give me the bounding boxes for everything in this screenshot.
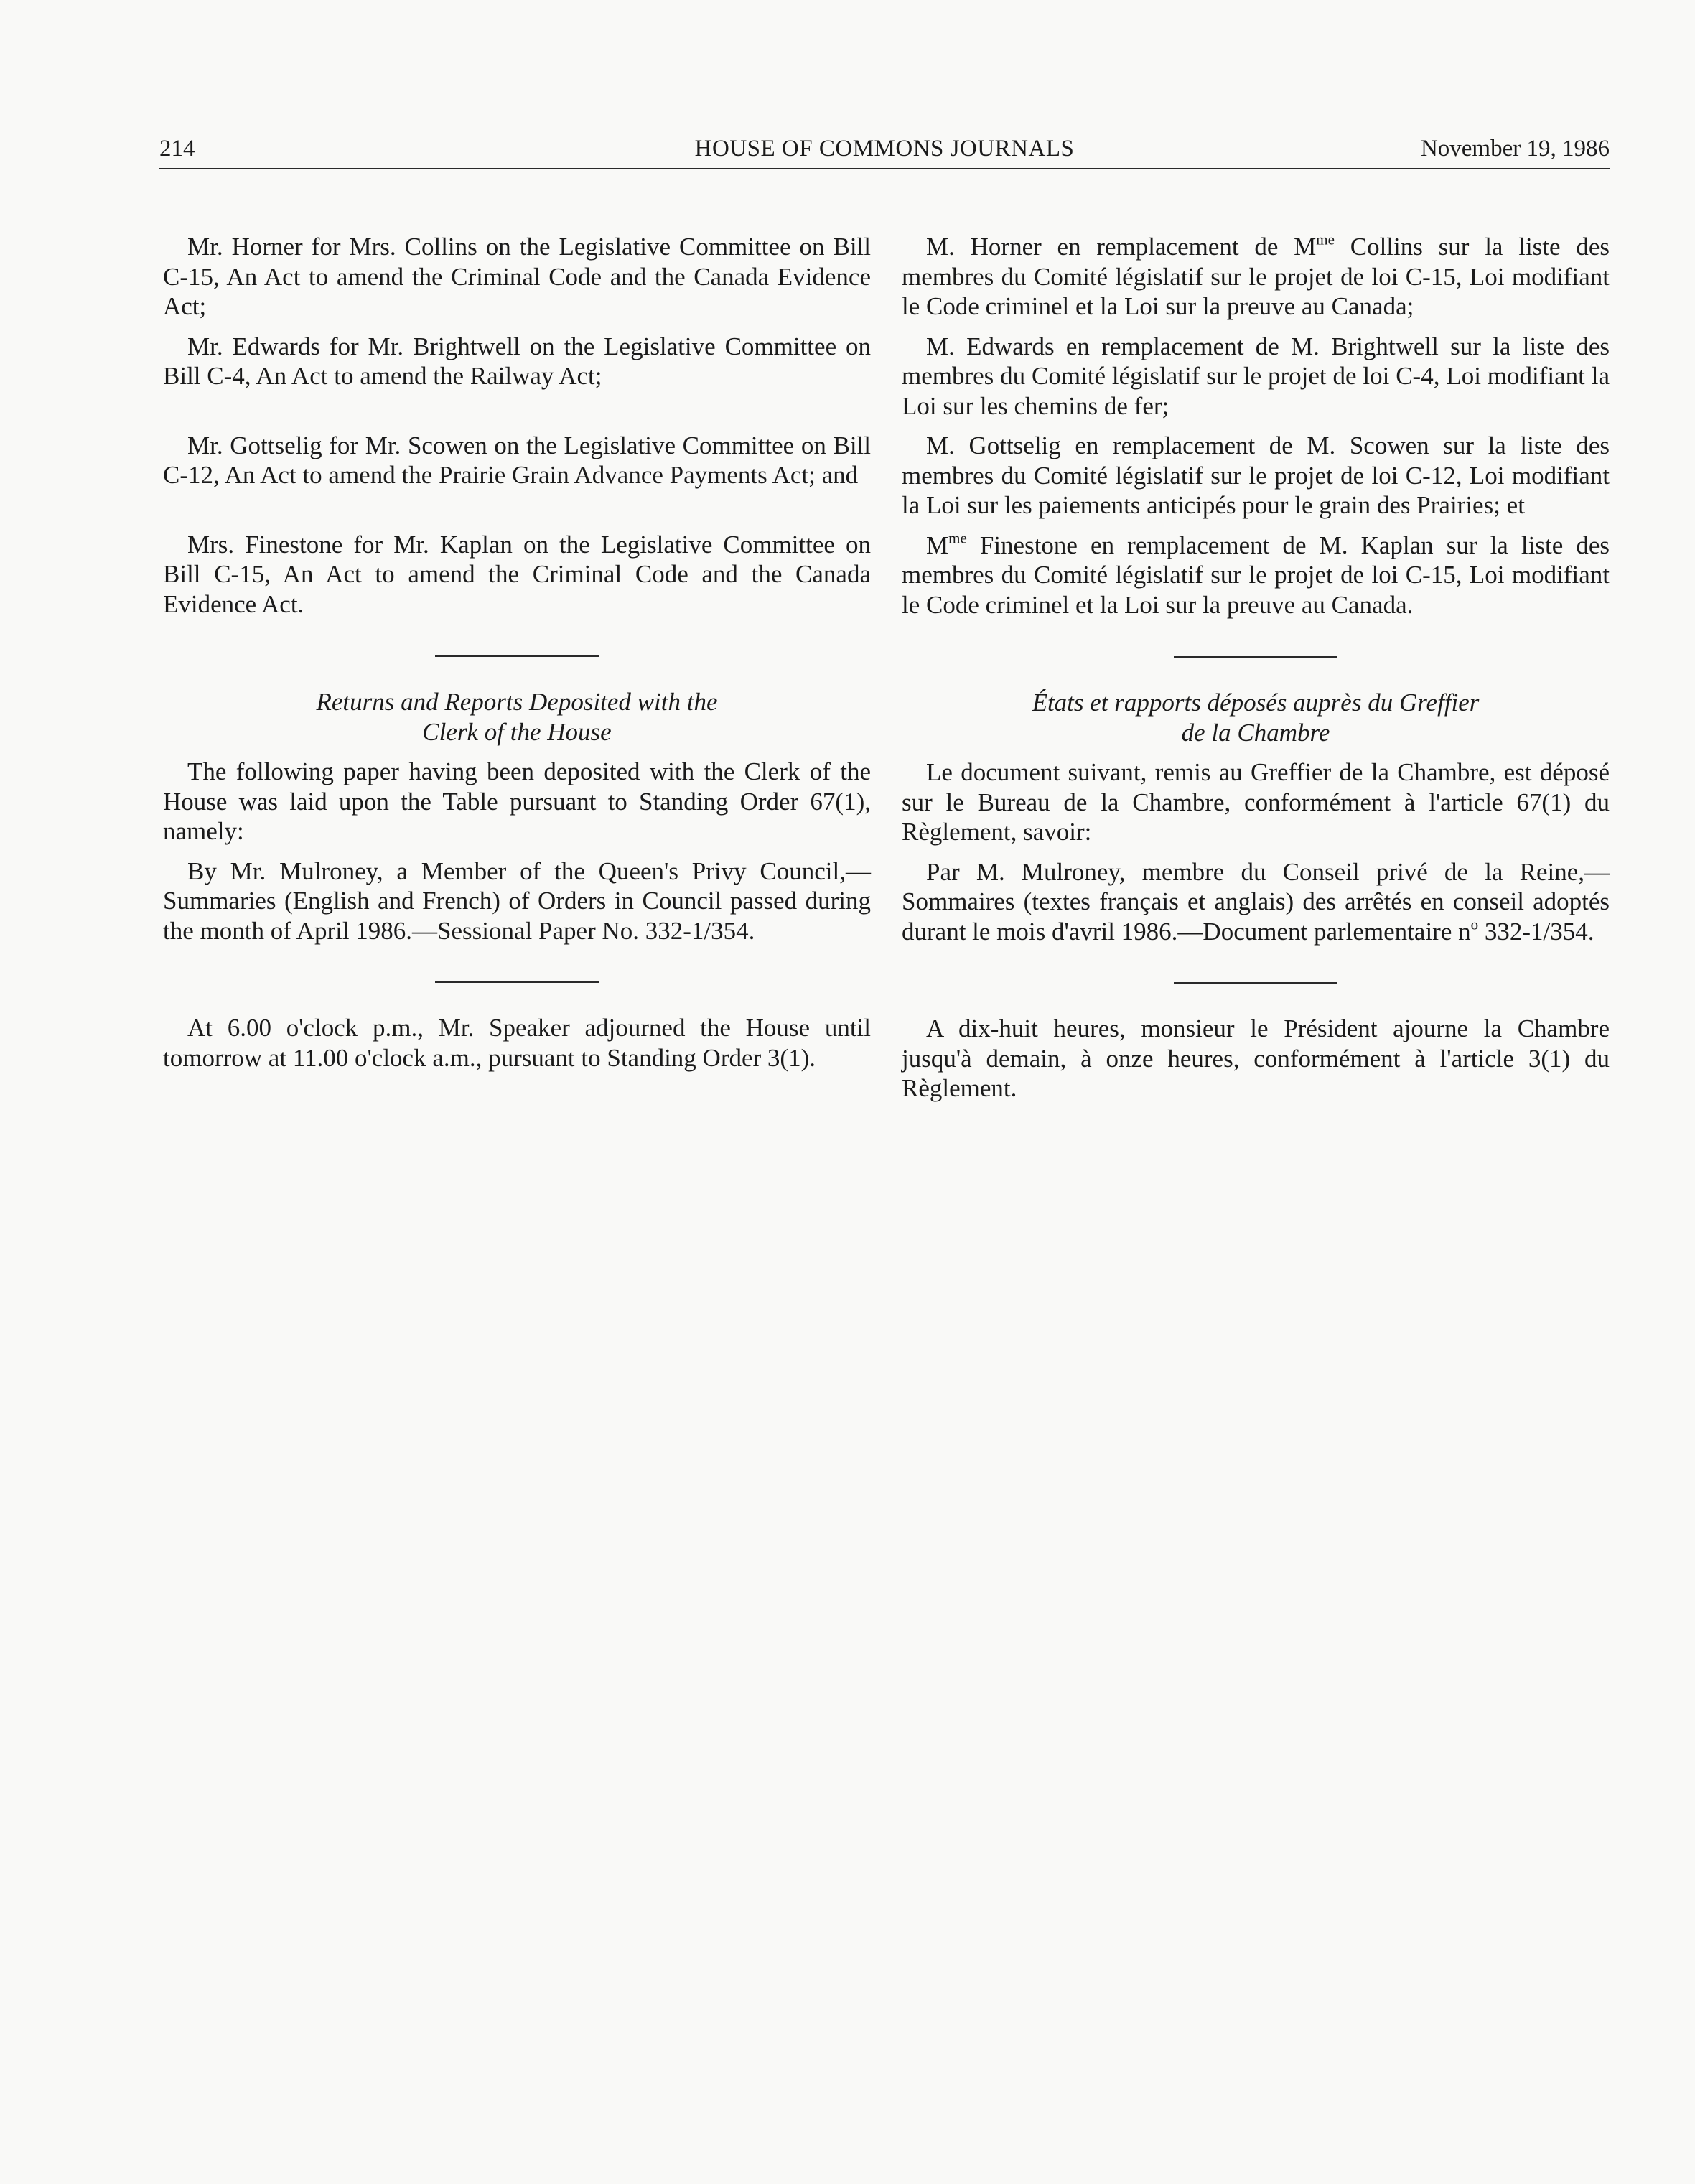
substitution-gottselig-fr: M. Gottselig en remplacement de M. Scowen sur la liste des membres du Comité législatif sur le projet de loi C-12, Loi modifiant la Loi sur les paiements anticipés pour le grain des Prairies; et <box>902 431 1610 519</box>
deposit-intro: The following paper having been deposited with the Clerk of the House was laid upon the Table pursuant to Standing Order 67(1), namely: <box>163 757 871 845</box>
substitution-finestone-fr: $M^{me}$ Finestone en remplacement de M. Kaplan sur la liste des membres du Comité législatif sur le projet de loi C-15, Loi modifiant le Code criminel et la Loi sur la preuve au Canada. <box>902 528 1610 619</box>
running-header <box>159 131 1610 167</box>
substitution-horner-fr: M. Horner en remplacement de $M^{me}$ Collins sur la liste des membres du Comité législatif sur le projet de loi C-15, Loi modifiant le Code criminel et la Loi sur la preuve au Canada; <box>902 230 1610 320</box>
sessional-paper: By Mr. Mulroney, a Member of the Queen's Privy Council,—Summaries (English and French) of Orders in Council passed during the month of April 1986.—Sessional Paper No. 332-1/354. <box>163 857 871 945</box>
header-rule <box>159 168 1610 169</box>
substitution-finestone: Mrs. Finestone for Mr. Kaplan on the Legislative Committee on Bill C-15, An Act to amend the Criminal Code and the Canada Evidence Act. <box>163 530 871 618</box>
section-heading-line2: Clerk of the House <box>422 717 612 746</box>
substitution-gottselig: Mr. Gottselig for Mr. Scowen on the Legislative Committee on Bill C-12, An Act to amend the Prairie Grain Advance Payments Act; and <box>163 431 871 489</box>
section-heading-line1-fr: États et rapports déposés auprès du Greffier <box>1032 689 1480 717</box>
adjournment: At 6.00 o'clock p.m., Mr. Speaker adjourned the House until tomorrow at 11.00 o'clock a.m., pursuant to Standing Order 3(1). <box>163 1014 871 1072</box>
journal-date: November 19, 1986 <box>1420 136 1610 162</box>
journal-title: HOUSE OF COMMONS JOURNALS <box>694 136 1075 162</box>
english-column <box>163 232 871 1073</box>
adjournment-fr: A dix-huit heures, monsieur le Président ajourne la Chambre jusqu'à demain, à onze heures, conformément à l'article 3(1) du Règlement. <box>902 1014 1610 1102</box>
french-column <box>902 232 1610 1103</box>
deposit-intro-fr: Le document suivant, remis au Greffier de la Chambre, est déposé sur le Bureau de la Chambre, conformément à l'article 67(1) du Règlement, savoir: <box>902 758 1610 846</box>
sessional-paper-fr: Par M. Mulroney, membre du Conseil privé de la Reine,—Sommaires (textes français et anglais) des arrêtés en conseil adoptés durant le mois d'avril 1986.—Document parlementaire $n^o$ 332-1/354. <box>902 857 1610 946</box>
page-number: 214 <box>159 136 195 162</box>
substitution-edwards: Mr. Edwards for Mr. Brightwell on the Legislative Committee on Bill C-4, An Act to amend the Railway Act; <box>163 332 871 390</box>
substitution-horner: Mr. Horner for Mrs. Collins on the Legislative Committee on Bill C-15, An Act to amend the Criminal Code and the Canada Evidence Act; <box>163 233 871 320</box>
substitution-edwards-fr: M. Edwards en remplacement de M. Brightwell sur la liste des membres du Comité législatif sur le projet de loi C-4, Loi modifiant la Loi sur les chemins de fer; <box>902 332 1610 420</box>
section-heading-line2-fr: de la Chambre <box>1181 718 1330 747</box>
section-heading-line1: Returns and Reports Deposited with the <box>316 688 718 716</box>
